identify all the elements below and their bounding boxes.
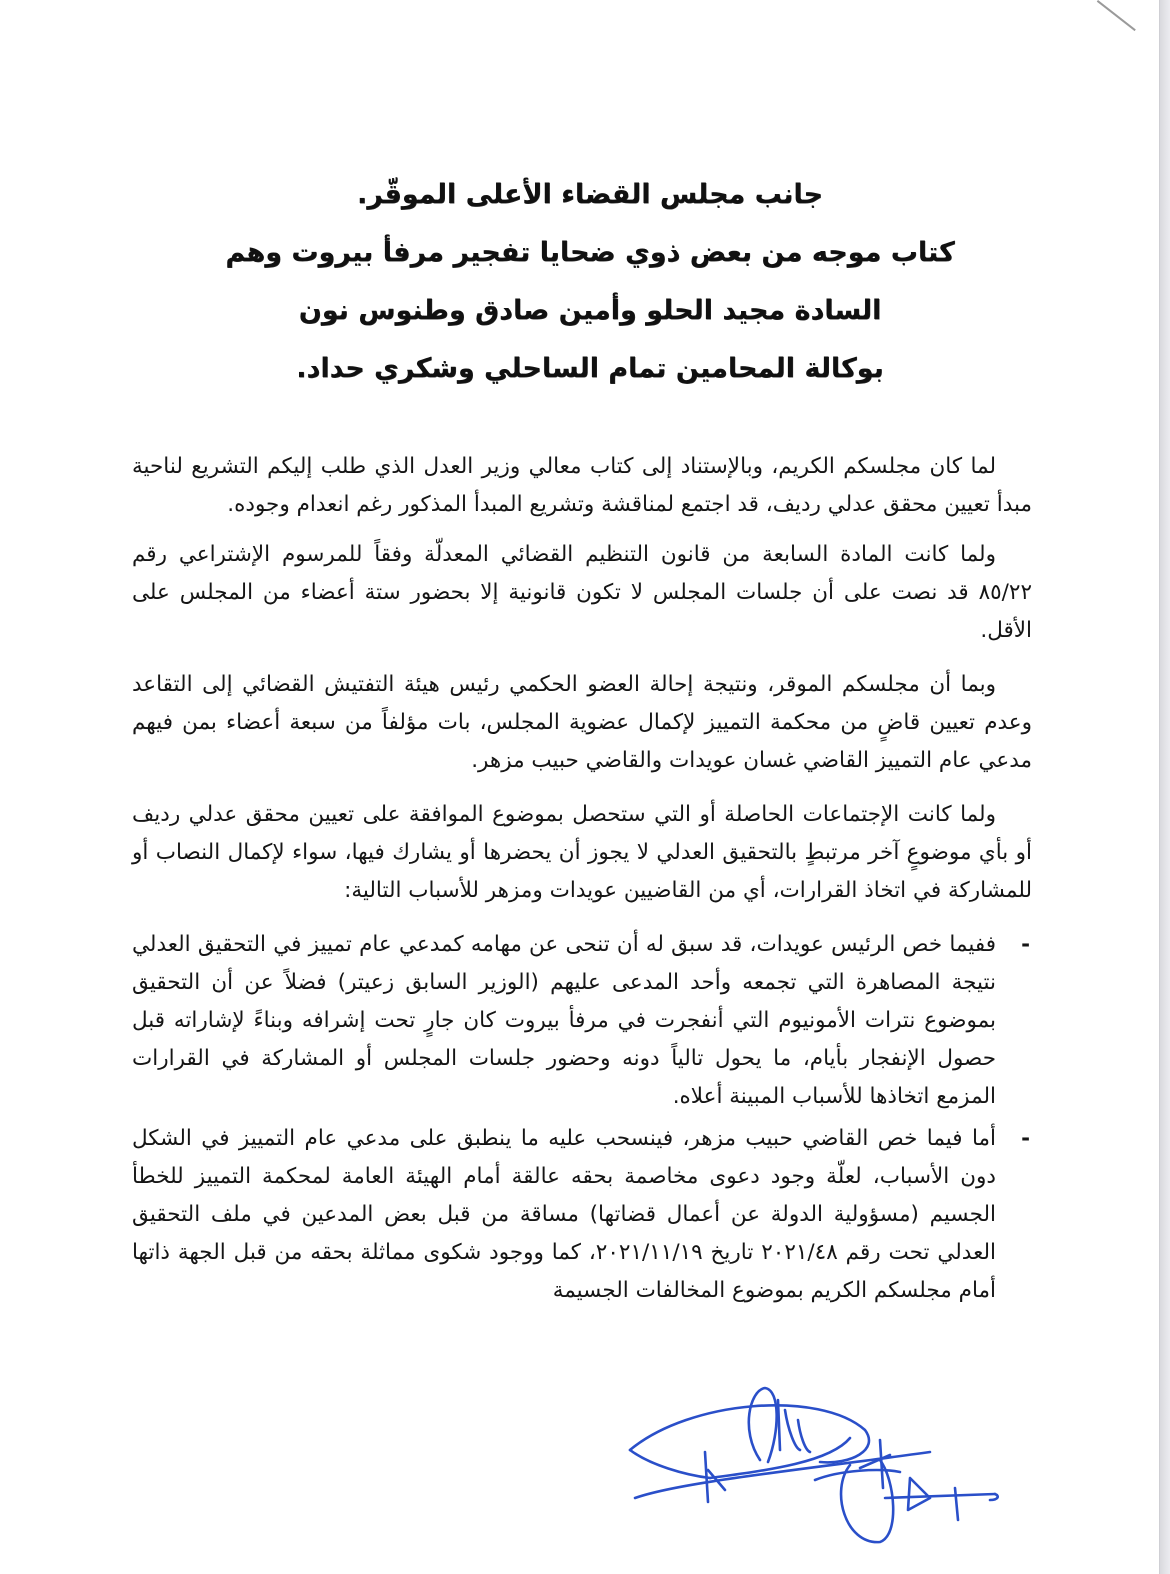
bullet-dash: -: [1021, 932, 1030, 957]
header-line-names: السادة مجيد الحلو وأمين صادق وطنوس نون: [298, 295, 882, 326]
header-line-lawyers: بوكالة المحامين تمام الساحلي وشكري حداد.: [296, 353, 884, 384]
letter-header: [150, 166, 1030, 398]
bullet-text-oweidat: ففيما خص الرئيس عويدات، قد سبق له أن تنحى عن مهامه كمدعي عام تمييز في التحقيق العدلي نتيجة المصاهرة التي تجمعه وأحد المدعى عليهم (الوزير السابق زعيتر) فضلاً عن أن التحقيق بموضوع نترات الأمونيوم التي أنفجرت في مرفأ بيروت كان جارٍ تحت إشرافه وبناءً لإشاراته قبل حصول الإنفجار بأيام، ما يحول تالياً دونه وحضور جلسات المجلس أو المشاركة في القرارات المزمع اتخاذها للأسباب المبينة أعلاه.: [132, 932, 996, 1109]
paragraph-1: لما كان مجلسكم الكريم، وبالإستناد إلى كتاب معالي وزير العدل الذي طلب إليكم التشريع لناحية مبدأ تعيين محقق عدلي رديف، قد اجتمع لمناقشة وتشريع المبدأ المذكور رغم انعدام وجوده.: [132, 454, 1032, 517]
letter-body: [132, 448, 1032, 1314]
bullet-text-mazhar: أما فيما خص القاضي حبيب مزهر، فينسحب عليه ما ينطبق على مدعي عام التمييز في الشكل دون الأسباب، لعلّة وجود دعوى مخاصمة بحقه عالقة أمام الهيئة العامة لمحكمة التمييز للخطأ الجسيم (مسؤولية الدولة عن أعمال قضاتها) مساقة من قبل بعض المدعين في ملف التحقيق العدلي تحت رقم ٢٠٢١/٤٨ تاريخ ٢٠٢١/١١/١٩، كما ووجود شكوى مماثلة بحقه من قبل الجهة ذاتها أمام مجلسكم الكريم بموضوع المخالفات الجسيمة: [132, 1126, 996, 1303]
list-item: [132, 926, 1032, 1116]
signature-icon: [600, 1370, 1020, 1570]
header-line-subject: كتاب موجه من بعض ذوي ضحايا تفجير مرفأ بيروت وهم: [225, 237, 955, 268]
reasons-list: [132, 926, 1032, 1310]
header-line-addressee: جانب مجلس القضاء الأعلى الموقّر.: [357, 179, 823, 210]
paragraph-2: ولما كانت المادة السابعة من قانون التنظيم القضائي المعدلّة وفقاً للمرسوم الإشتراعي رقم ٨٥/٢٢ قد نصت على أن جلسات المجلس لا تكون قانونية إلا بحضور ستة أعضاء من المجلس على الأقل.: [132, 542, 1032, 643]
list-item: [132, 1120, 1032, 1310]
page-edge-strip: [1159, 0, 1170, 1574]
bullet-dash: -: [1021, 1126, 1030, 1151]
paragraph-4: ولما كانت الإجتماعات الحاصلة أو التي ستحصل بموضوع الموافقة على تعيين محقق عدلي رديف أو بأي موضوعٍ آخر مرتبطٍ بالتحقيق العدلي لا يجوز أن يحضرها أو يشارك فيها، سواء لإكمال النصاب أو للمشاركة في اتخاذ القرارات، أي من القاضيين عويدات ومزهر للأسباب التالية:: [132, 802, 1032, 903]
paragraph-3: وبما أن مجلسكم الموقر، ونتيجة إحالة العضو الحكمي رئيس هيئة التفتيش القضائي إلى التقاعد وعدم تعيين قاضٍ من محكمة التمييز لإكمال عضوية المجلس، بات مؤلفاً من سبعة أعضاء بمن فيهم مدعي عام التمييز القاضي غسان عويدات والقاضي حبيب مزهر.: [132, 672, 1032, 773]
page-corner-mark: [1097, 0, 1136, 31]
